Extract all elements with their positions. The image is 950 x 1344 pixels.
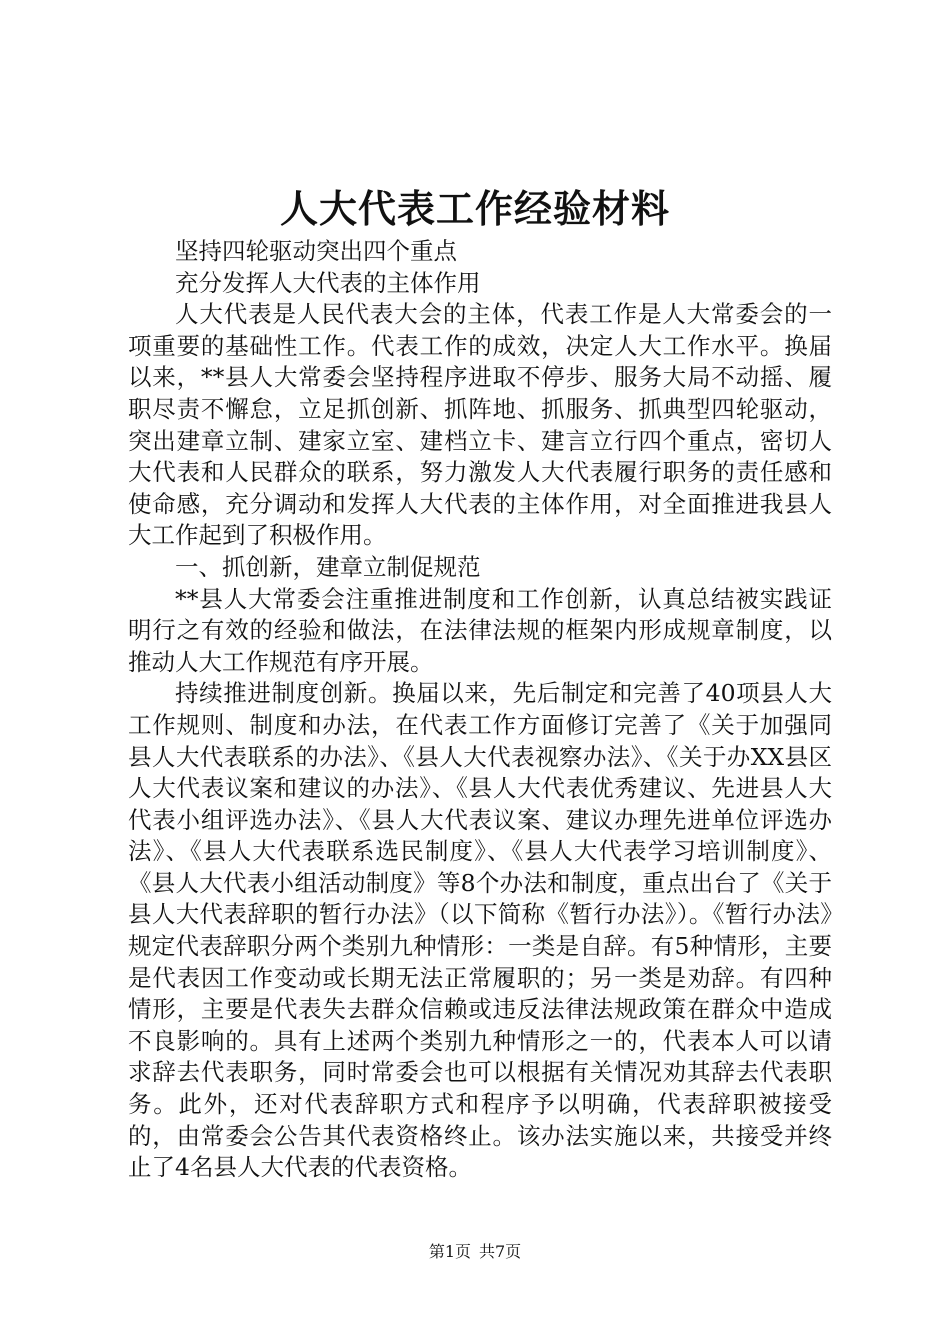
section-heading-1: 一、抓创新，建章立制促规范 — [175, 552, 481, 581]
page-number: 第1页 — [428, 1242, 471, 1261]
document-body — [128, 236, 832, 1184]
page-footer — [0, 1242, 950, 1262]
subtitle-line-1: 坚持四轮驱动突出四个重点 — [175, 237, 457, 265]
section-paragraph-1: **县人大常委会注重推进制度和工作创新，认真总结被实践证明行之有效的经验和做法，在法律法规的框架内形成规章制度，以推动人大工作规范有序开展。 — [128, 584, 832, 676]
section-paragraph-2: 持续推进制度创新。换届以来，先后制定和完善了40项县人大工作规则、制度和办法，在代表工作方面修订完善了《关于加强同县人大代表联系的办法》、《县人大代表视察办法》、《关于办XX县区人大代表议案和建议的办法》、《县人大代表优秀建议、先进县人大代表小组评选办法》、《县人大代表议案、建议办理先进单位评选办法》、《县人大代表联系选民制度》、《县人大代表学习培训制度》、《县人大代表小组活动制度》等8个办法和制度，重点出台了《关于县人大代表辞职的暂行办法》（以下简称《暂行办法》）。《暂行办法》规定代表辞职分两个类别九种情形：一类是自辞。有5种情形，主要是代表因工作变动或长期无法正常履职的；另一类是劝辞。有四种情形，主要是代表失去群众信赖或违反法律法规政策在群众中造成不良影响的。具有上述两个类别九种情形之一的，代表本人可以请求辞去代表职务，同时常委会也可以根据有关情况劝其辞去代表职务。此外，还对代表辞职方式和程序予以明确，代表辞职被接受的，由常委会公告其代表资格终止。该办法实施以来，共接受并终止了4名县人大代表的代表资格。 — [128, 679, 832, 1182]
intro-paragraph: 人大代表是人民代表大会的主体，代表工作是人大常委会的一项重要的基础性工作。代表工作的成效，决定人大工作水平。换届以来，**县人大常委会坚持程序进取不停步、服务大局不动摇、履职尽责不懈怠，立足抓创新、抓阵地、抓服务、抓典型四轮驱动，突出建章立制、建家立室、建档立卡、建言立行四个重点，密切人大代表和人民群众的联系，努力激发人大代表履行职务的责任感和使命感，充分调动和发挥人大代表的主体作用，对全面推进我县人大工作起到了积极作用。 — [128, 300, 832, 550]
subtitle-line-2: 充分发挥人大代表的主体作用 — [175, 268, 481, 297]
page-total: 共7页 — [479, 1242, 522, 1261]
document-title: 人大代表工作经验材料 — [279, 186, 670, 231]
